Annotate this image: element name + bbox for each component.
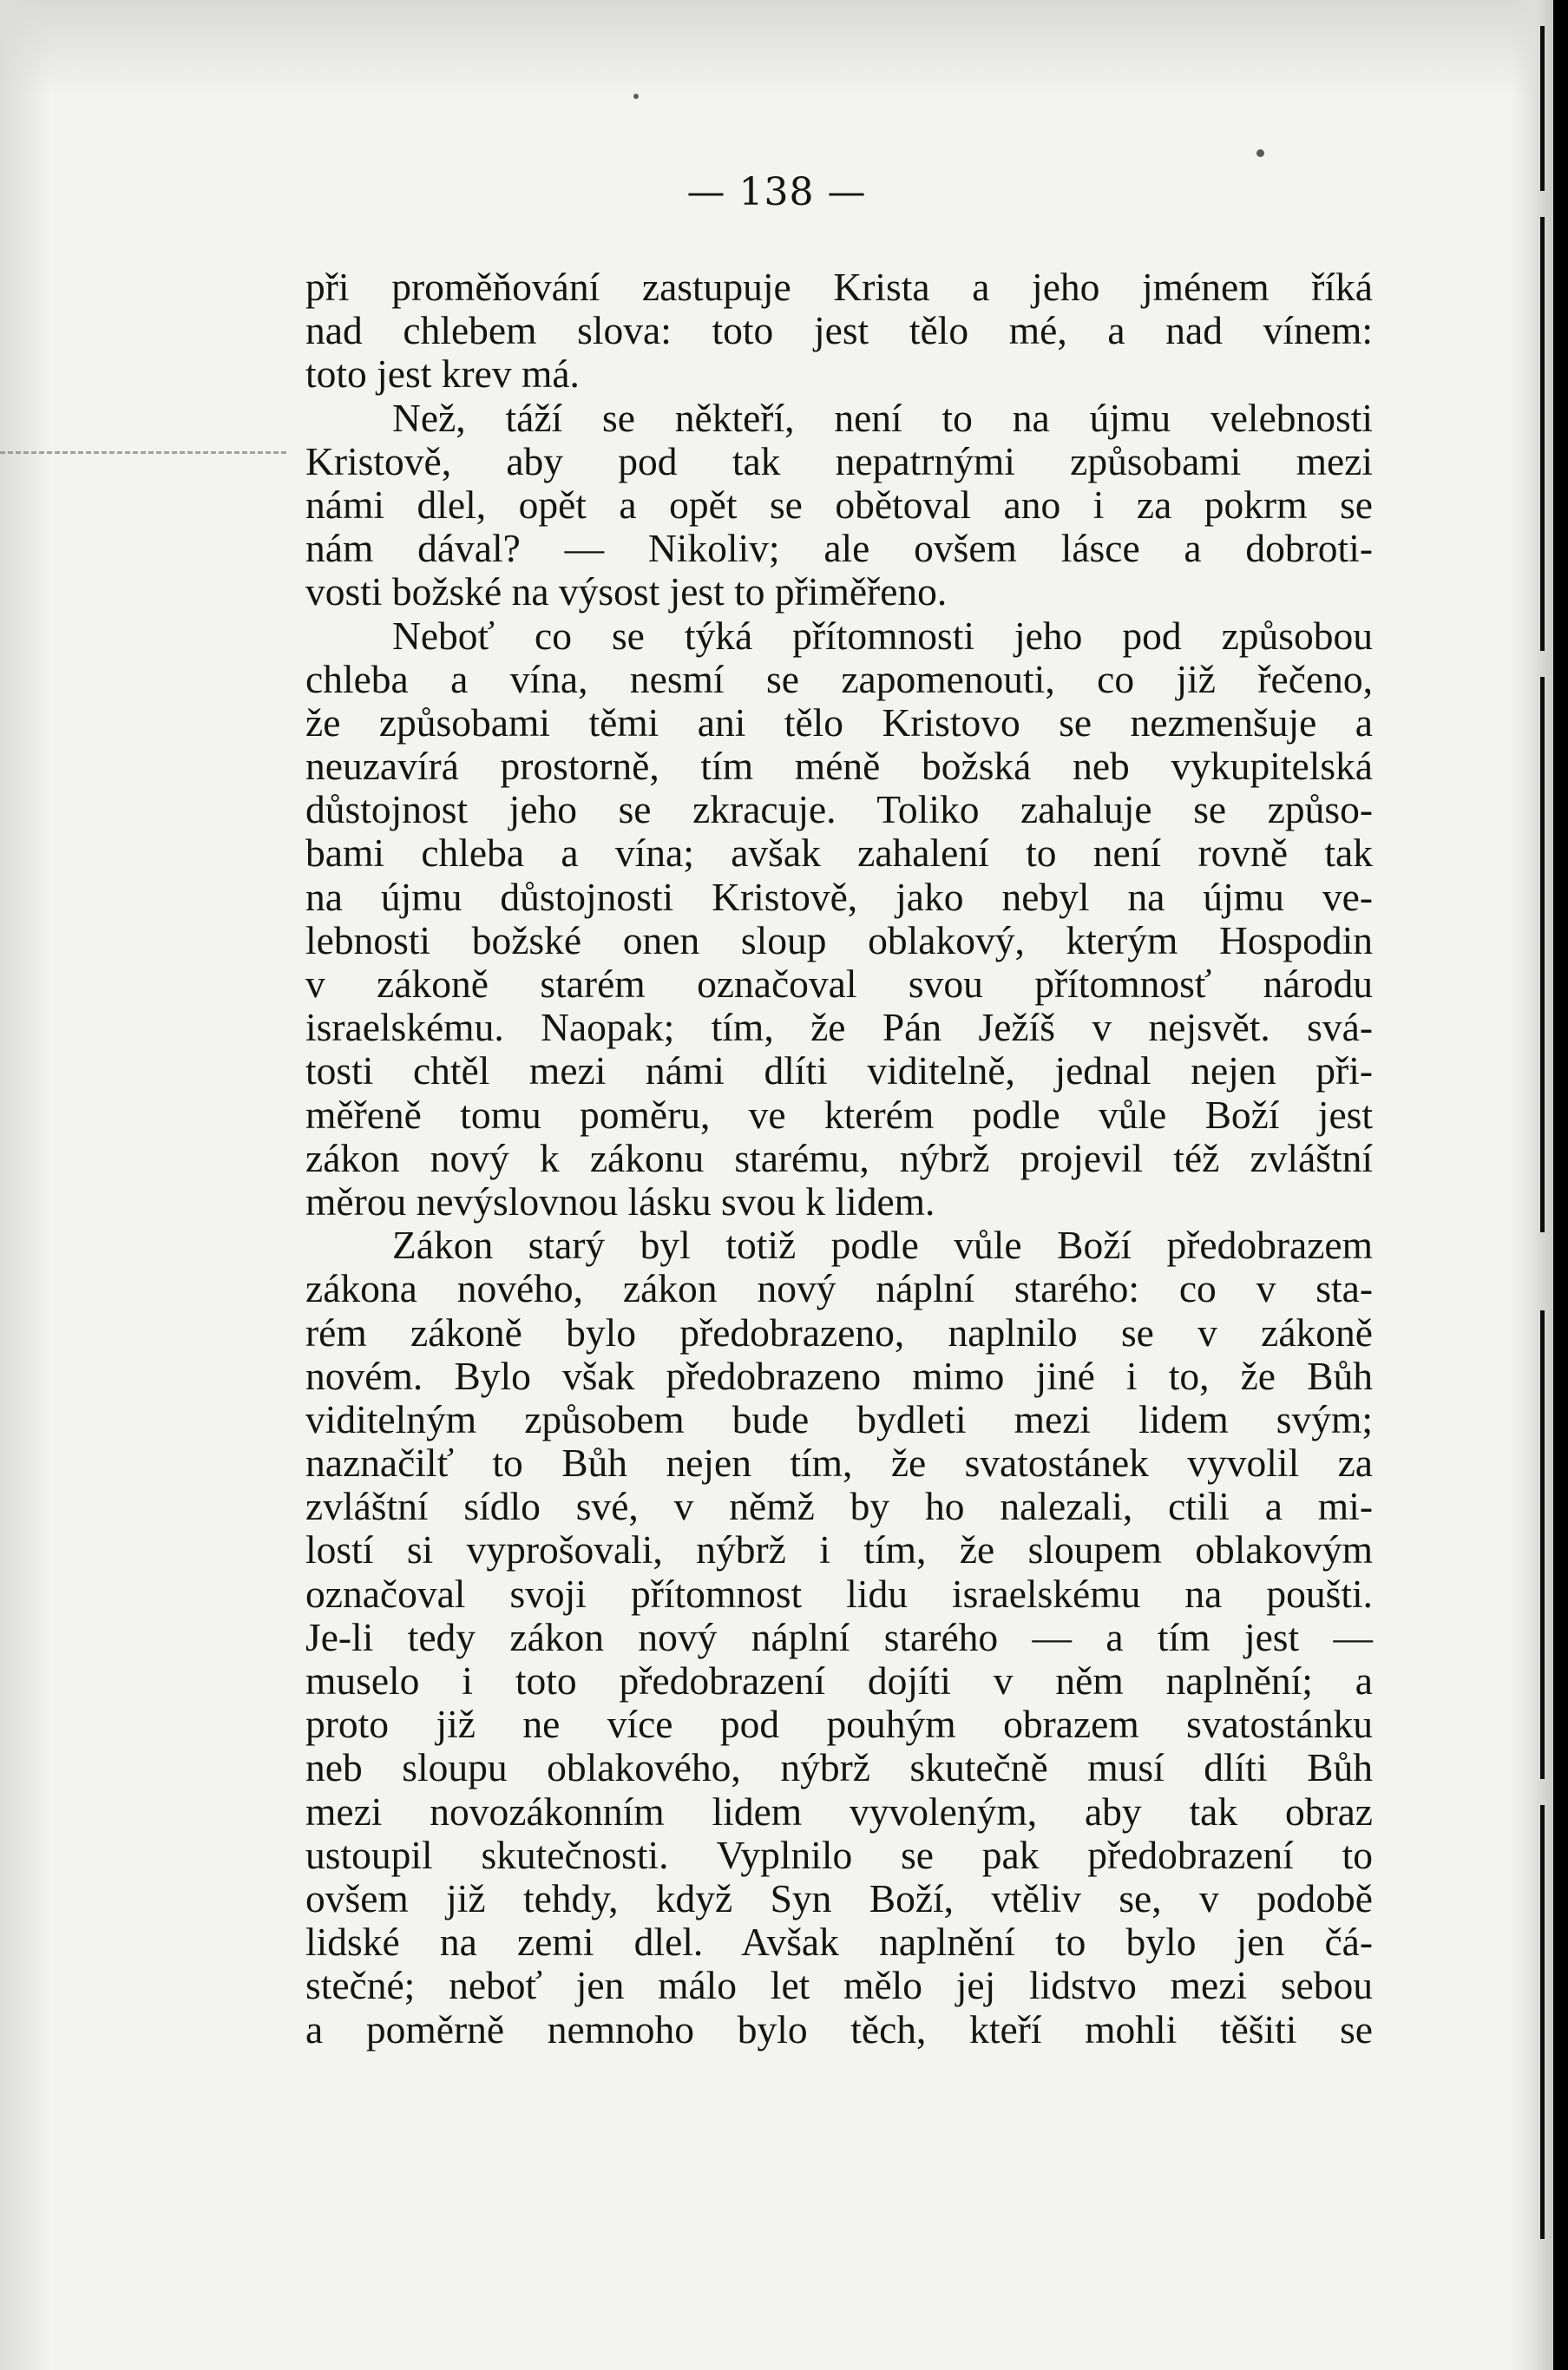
text-line: označoval svoji přítomnost lidu israelskému na poušti. <box>305 1571 1373 1616</box>
body-text <box>305 266 1373 2052</box>
text-line: nám dával? — Nikoliv; ale ovšem lásce a dobroti- <box>305 526 1373 571</box>
text-line: zákon nový k zákonu starému, nýbrž projevil též zvláštní <box>305 1135 1373 1180</box>
text-line: při proměňování zastupuje Krista a jeho jménem říká <box>305 265 1373 309</box>
text-line: vosti božské na výsost jest to přiměřeno. <box>305 569 948 614</box>
page-number: — 138 — <box>686 170 867 214</box>
text-line: mezi novozákonním lidem vyvoleným, aby tak obraz <box>305 1789 1373 1834</box>
text-line: chleba a vína, nesmí se zapomenouti, co již řečeno, <box>305 656 1373 701</box>
text-line: zákona nového, zákon nový náplní starého: co v sta- <box>305 1266 1373 1311</box>
text-line: bami chleba a vína; avšak zahalení to není rovně tak <box>305 830 1373 876</box>
text-line: měrou nevýslovnou lásku svou k lidem. <box>305 1178 935 1224</box>
text-line: nad chlebem slova: toto jest tělo mé, a nad vínem: <box>305 308 1373 353</box>
ink-speck <box>1256 149 1264 157</box>
text-line: tosti chtěl mezi námi dlíti viditelně, jednal nejen při- <box>305 1048 1373 1093</box>
text-line: lostí si vyprošovali, nýbrž i tím, že sloupem oblakovým <box>305 1527 1373 1572</box>
text-line: lebnosti božské onen sloup oblakový, kterým Hospodin <box>305 917 1373 962</box>
text-line: měřeně tomu poměru, ve kterém podle vůle Boží jest <box>305 1092 1373 1137</box>
book-binding-edge <box>1512 0 1553 2370</box>
text-line: muselo i toto předobrazení dojíti v něm naplnění; a <box>305 1658 1373 1703</box>
text-line: na újmu důstojnosti Kristově, jako nebyl na újmu ve- <box>305 874 1373 919</box>
text-line: neuzavírá prostorně, tím méně božská neb vykupitelská <box>305 744 1373 789</box>
text-line: ovšem již tehdy, když Syn Boží, vtěliv se, v podobě <box>305 1875 1373 1920</box>
scan-shadow-top <box>0 0 1553 95</box>
text-line: stečné; neboť jen málo let mělo jej lidstvo mezi sebou <box>305 1963 1373 2008</box>
text-line: viditelným způsobem bude bydleti mezi lidem svým; <box>305 1396 1373 1441</box>
text-line: Je-li tedy zákon nový náplní starého — a tím jest — <box>305 1614 1373 1659</box>
text-line: neb sloupu oblakového, nýbrž skutečně musí dlíti Bůh <box>305 1745 1373 1790</box>
text-line: Neboť co se týká přítomnosti jeho pod způsobou <box>392 613 1373 658</box>
binding-line <box>1540 217 1545 651</box>
text-line: v zákoně starém označoval svou přítomnosť národu <box>305 962 1373 1006</box>
text-line: zvláštní sídlo své, v němž by ho nalezali, ctili a mi- <box>305 1484 1373 1529</box>
margin-dash-mark <box>0 451 286 454</box>
text-line: toto jest krev má. <box>305 351 580 397</box>
text-line: novém. Bylo však předobrazeno mimo jiné i to, že Bůh <box>305 1353 1373 1398</box>
binding-line <box>1540 1805 1545 2239</box>
text-line: israelskému. Naopak; tím, že Pán Ježíš v nejsvět. svá- <box>305 1005 1373 1050</box>
text-line: Kristově, aby pod tak nepatrnými způsobami mezi <box>305 438 1373 483</box>
scan-shadow-left <box>0 0 52 2370</box>
text-line: ustoupil skutečnosti. Vyplnilo se pak předobrazení to <box>305 1832 1373 1877</box>
binding-line <box>1540 677 1545 1232</box>
text-line: důstojnost jeho se zkracuje. Toliko zahaluje se způso- <box>305 787 1373 832</box>
text-line: Zákon starý byl totiž podle vůle Boží předobrazem <box>392 1223 1373 1268</box>
text-line: naznačilť to Bůh nejen tím, že svatostánek vyvolil za <box>305 1441 1373 1486</box>
text-line: rém zákoně bylo předobrazeno, naplnilo se v zákoně <box>305 1310 1373 1355</box>
text-line: Než, táží se někteří, není to na újmu velebnosti <box>392 395 1373 440</box>
text-line: že způsobami těmi ani tělo Kristovo se nezmenšuje a <box>305 699 1373 745</box>
text-line: proto již ne více pod pouhým obrazem svatostánku <box>305 1702 1373 1747</box>
text-line: lidské na zemi dlel. Avšak naplnění to bylo jen čá- <box>305 1920 1373 1965</box>
binding-line <box>1540 26 1545 191</box>
binding-line <box>1540 1310 1545 1779</box>
text-line: a poměrně nemnoho bylo těch, kteří mohli těšiti se <box>305 2006 1373 2052</box>
ink-speck <box>633 94 639 99</box>
text-line: námi dlel, opět a opět se obětoval ano i za pokrm se <box>305 482 1373 527</box>
